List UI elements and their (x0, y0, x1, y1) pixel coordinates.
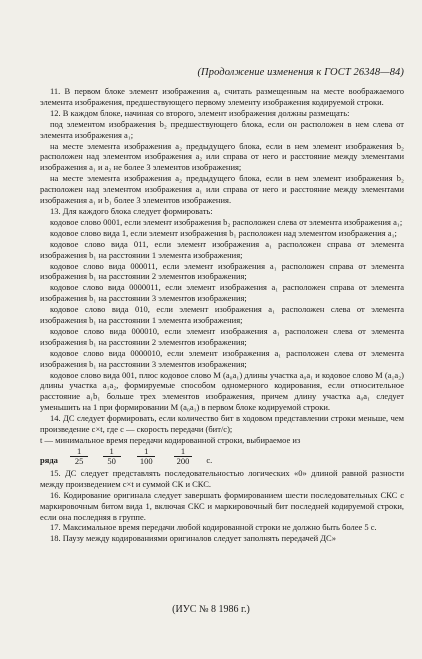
fraction (133, 447, 160, 466)
series-lead: ряда (40, 455, 58, 465)
fraction-denominator: 100 (139, 455, 153, 466)
paragraph: 15. ДС следует представлять последовательностью логических «0» длиной равной разности между произведением c×t и суммой СК и СКС. (40, 467, 404, 489)
paragraph: под элементом изображения b₂ предшествующего блока, если он расположен в нем слева от элемента изображения a₁; (40, 118, 404, 140)
paragraph: 14. ДС следует формировать, если количество бит в ходовом представлении строки меньше, чем произведение c×t, где c — скорость передачи (бит/с); (40, 413, 404, 435)
time-series-row (40, 447, 404, 466)
fraction (68, 447, 91, 466)
fraction-numerator: 1 (103, 447, 121, 457)
page-footer: (ИУС № 8 1986 г.) (172, 604, 250, 615)
paragraph: 13. Для каждого блока следует формировать: (50, 205, 213, 216)
paragraph: t — минимальное время передачи кодированной строки, выбираемое из (40, 435, 301, 445)
document-body (40, 86, 404, 544)
fraction-numerator: 1 (174, 447, 192, 457)
paragraph: 11. В первом блоке элемент изображения a₀ считать размещенным на месте воображаемого элемента изображения, предшествующего первому элементу изображения кодируемой строки. (40, 86, 404, 107)
fraction-numerator: 1 (70, 447, 88, 457)
paragraph: кодовое слово вида 1, если элемент изображения b₁ расположен над элементом изображения a₁; (50, 227, 397, 238)
paragraph: 18. Паузу между кодированиями оригиналов следует заполнять передачей ДС» (50, 533, 336, 544)
fraction (170, 447, 197, 466)
fraction-denominator: 200 (176, 455, 190, 466)
paragraph: 17. Максимальное время передачи любой кодированной строки не должно быть более 5 с. (50, 522, 377, 533)
paragraph: кодовое слово вида 010, если элемент изображения a₁ расположен слева от элемента изображения b₁ на расстоянии 1 элемента изображения; (40, 304, 404, 326)
fraction-denominator: 25 (74, 455, 84, 466)
paragraph: кодовое слово 0001, если элемент изображения b₂ расположен слева от элемента изображения a₁; (50, 216, 403, 227)
fraction-denominator: 50 (107, 455, 116, 466)
paragraph: кодовое слово вида 000010, если элемент изображения a₁ расположен слева от элемента изображения b₁ на расстоянии 2 элементов изображения; (40, 325, 404, 347)
page-header: (Продолжение изменения к ГОСТ 26348—84) (197, 67, 404, 78)
fraction-numerator: 1 (137, 447, 155, 457)
paragraph: кодовое слово вида 0000010, если элемент изображения a₁ расположен слева от элемента изображения b₁ на расстоянии 3 элементов изображения; (40, 347, 404, 369)
paragraph: 12. В каждом блоке, начиная со второго, элемент изображения должны размещать: (50, 107, 350, 118)
paragraph: 16. Кодирование оригинала следует завершать формированием шести последовательных СКС с маркировочным битом вида 1, включая СКС и маркировочный бит последней кодируемой строки, если она последняя в группе. (40, 489, 404, 522)
paragraph: кодовое слово вида 011, если элемент изображения a₁ расположен справа от элемента изображения b₁ на расстоянии 1 элемента изображения; (40, 238, 404, 260)
paragraph: на месте элемента изображения a₂ предыдущего блока, если в нем элемент изображения b₂ расположен над элементом изображения a₂ или справа от него и расстояние между элементами изображения a₁ и a₂ не более 3 элементов изображения; (40, 140, 404, 173)
paragraph: кодовое слово вида 000011, если элемент изображения a₁ расположен справа от элемента изображения b₁ на расстоянии 2 элементов изображения; (40, 260, 404, 282)
paragraph: кодовое слово вида 0000011, если элемент изображения a₁ расположен справа от элемента изображения b₁ на расстоянии 3 элементов изображения; (40, 282, 404, 304)
fraction (100, 447, 123, 466)
paragraph: кодовое слово вида 001, плюс кодовое слово M (a₀a₁) длины участка a₀a₁ и кодовое слово M (a₁a₂) длины участка a₁a₂, формируемые способом одномерного кодирования, если относительное расстояние a₁b₁ больше трех элементов изображения, причем длину участка a₀a₁ следует уменьшить на 1 при формировании M (a₀a₁) в первом блоке кодируемой строки. (40, 369, 404, 413)
series-unit: с. (206, 455, 213, 465)
paragraph: на месте элемента изображения a₂ предыдущего блока, если в нем элемент изображения b₂ расположен над элементом изображения a₁ или справа от него и расстояние между элементами изображения a₁ и b₁ более 3 элементов изображения. (40, 173, 404, 206)
